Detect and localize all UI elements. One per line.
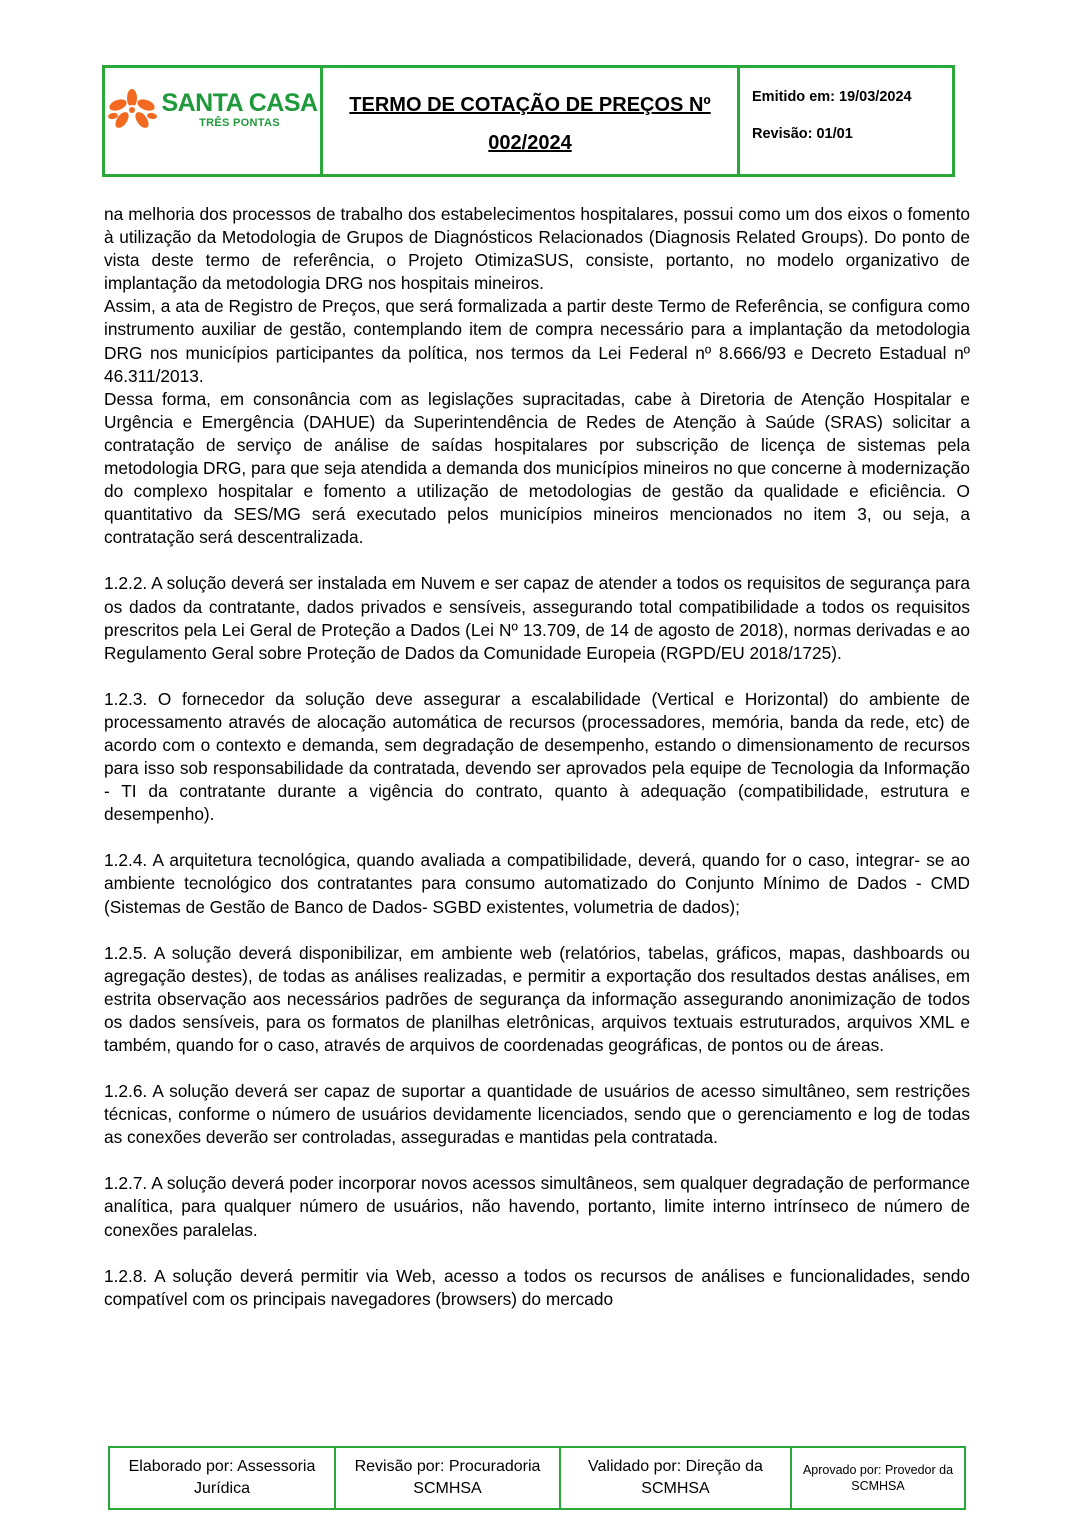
paragraph-1-2-4: 1.2.4. A arquitetura tecnológica, quando avaliada a compatibilidade, deverá, quando for o caso, integrar- se ao ambiente tecnológico dos contratantes para consumo automatizado do Conjunto Mínimo de Dados - CMD (Sistemas de Gestão de Banco de Dados- SGBD existentes, volumetria de dados); <box>104 850 970 917</box>
meta-cell <box>740 68 952 174</box>
emitted-date: Emitido em: 19/03/2024 <box>752 89 912 105</box>
paragraph-1-2-5: 1.2.5. A solução deverá disponibilizar, em ambiente web (relatórios, tabelas, gráficos, mapas, dashboards ou agregação destes), de todas as análises realizadas, e permitir a exportação dos resultados destas análises, em estrita observação aos necessários padrões de segurança da informação assegurando anonimização de todos os dados sensíveis, para os formatos de planilhas eletrônicas, arquivos textuais estruturados, arquivos XML e também, quando for o caso, através de arquivos de coordenadas geográficas, de pontos ou de áreas. <box>104 942 970 1055</box>
document-number: 002/2024 <box>488 132 572 154</box>
logo-subtitle: TRÊS PONTAS <box>199 117 280 129</box>
logo-name: SANTA CASA <box>161 89 318 117</box>
document-body <box>104 203 970 1311</box>
paragraph: Assim, a ata de Registro de Preços, que será formalizada a partir deste Termo de Referência, se configura como instrumento auxiliar de gestão, contemplando item de compra necessário para a implantação da metodologia DRG nos municípios participantes da política, nos termos da Lei Federal nº 8.666/93 e Decreto Estadual nº 46.311/2013. <box>104 296 970 386</box>
paragraph-1-2-2: 1.2.2. A solução deverá ser instalada em Nuvem e ser capaz de atender a todos os requisitos de segurança para os dados da contratante, dados privados e sensíveis, assegurando total compatibilidade a todos os requisitos prescritos pela Lei Geral de Proteção a Dados (Lei Nº 13.709, de 14 de agosto de 2018), normas derivadas e ao Regulamento Geral sobre Proteção de Dados da Comunidade Europeia (RGPD/EU 2018/1725). <box>104 573 970 663</box>
footer-aprovado: Aprovado por: Provedor da SCMHSA <box>802 1463 954 1493</box>
revision-number: Revisão: 01/01 <box>752 126 853 142</box>
footer-revisao: Revisão por: Procuradoria SCMHSA <box>336 1448 561 1508</box>
paragraph: Dessa forma, em consonância com as legislações supracitadas, cabe à Diretoria de Atenção Hospitalar e Urgência e Emergência (DAHUE) da Superintendência de Redes de Atenção à Saúde (SRAS) solicitar a contratação de serviço de análise de saídas hospitalares por subscrição de licença de sistemas pela metodologia DRG, para que seja atendida a demanda dos municípios mineiros no que concerne à modernização do complexo hospitalar e fomento a utilização de metodologias de gestão da qualidade e eficiência. O quantitativo da SES/MG será executado pelos municípios mineiros mencionados no item 3, ou seja, a contratação será descentralizada. <box>104 388 970 548</box>
paragraph-1-2-6: 1.2.6. A solução deverá ser capaz de suportar a quantidade de usuários de acesso simultâneo, sem restrições técnicas, conforme o número de usuários devidamente licenciados, sendo que o gerenciamento e log de todas as conexões deverão ser controladas, asseguradas e mantidas pela contratada. <box>104 1081 970 1148</box>
paragraph: na melhoria dos processos de trabalho dos estabelecimentos hospitalares, possui como um dos eixos o fomento à utilização da Metodologia de Grupos de Diagnósticos Relacionados (Diagnosis Related Groups). Do ponto de vista deste termo de referência, o Projeto OtimizaSUS, consiste, portanto, no modelo organizativo de implantação da metodologia DRG nos hospitais mineiros. <box>104 204 970 294</box>
signature-footer <box>108 1446 966 1510</box>
footer-elaborado: Elaborado por: Assessoria Jurídica <box>110 1448 336 1508</box>
paragraph-1-2-7: 1.2.7. A solução deverá poder incorporar novos acessos simultâneos, sem qualquer degradação de performance analítica, para qualquer número de usuários, não havendo, portanto, limite interno intrínseco de número de conexões paralelas. <box>104 1173 970 1240</box>
paragraph-1-2-3: 1.2.3. O fornecedor da solução deve assegurar a escalabilidade (Vertical e Horizontal) do ambiente de processamento através de alocação automática de recursos (processadores, memória, banda da rede, etc) de acordo com o contexto e demanda, sem degradação de desempenho, estando o dimensionamento de recursos para isso sob responsabilidade da contratada, devendo ser aprovados pela equipe de Tecnologia da Informação - TI da contratante durante a vigência do contrato, quanto à adequação (compatibilidade, estrutura e desempenho). <box>104 688 970 825</box>
document-header <box>102 65 955 177</box>
document-title: TERMO DE COTAÇÃO DE PREÇOS Nº <box>349 94 711 116</box>
footer-validado: Validado por: Direção da SCMHSA <box>561 1448 792 1508</box>
title-cell <box>323 68 740 174</box>
flower-icon <box>107 89 157 131</box>
logo-cell <box>105 68 323 174</box>
santa-casa-logo <box>107 89 317 131</box>
paragraph-1-2-8: 1.2.8. A solução deverá permitir via Web, acesso a todos os recursos de análises e funcionalidades, sendo compatível com os principais navegadores (browsers) do mercado <box>104 1265 970 1309</box>
